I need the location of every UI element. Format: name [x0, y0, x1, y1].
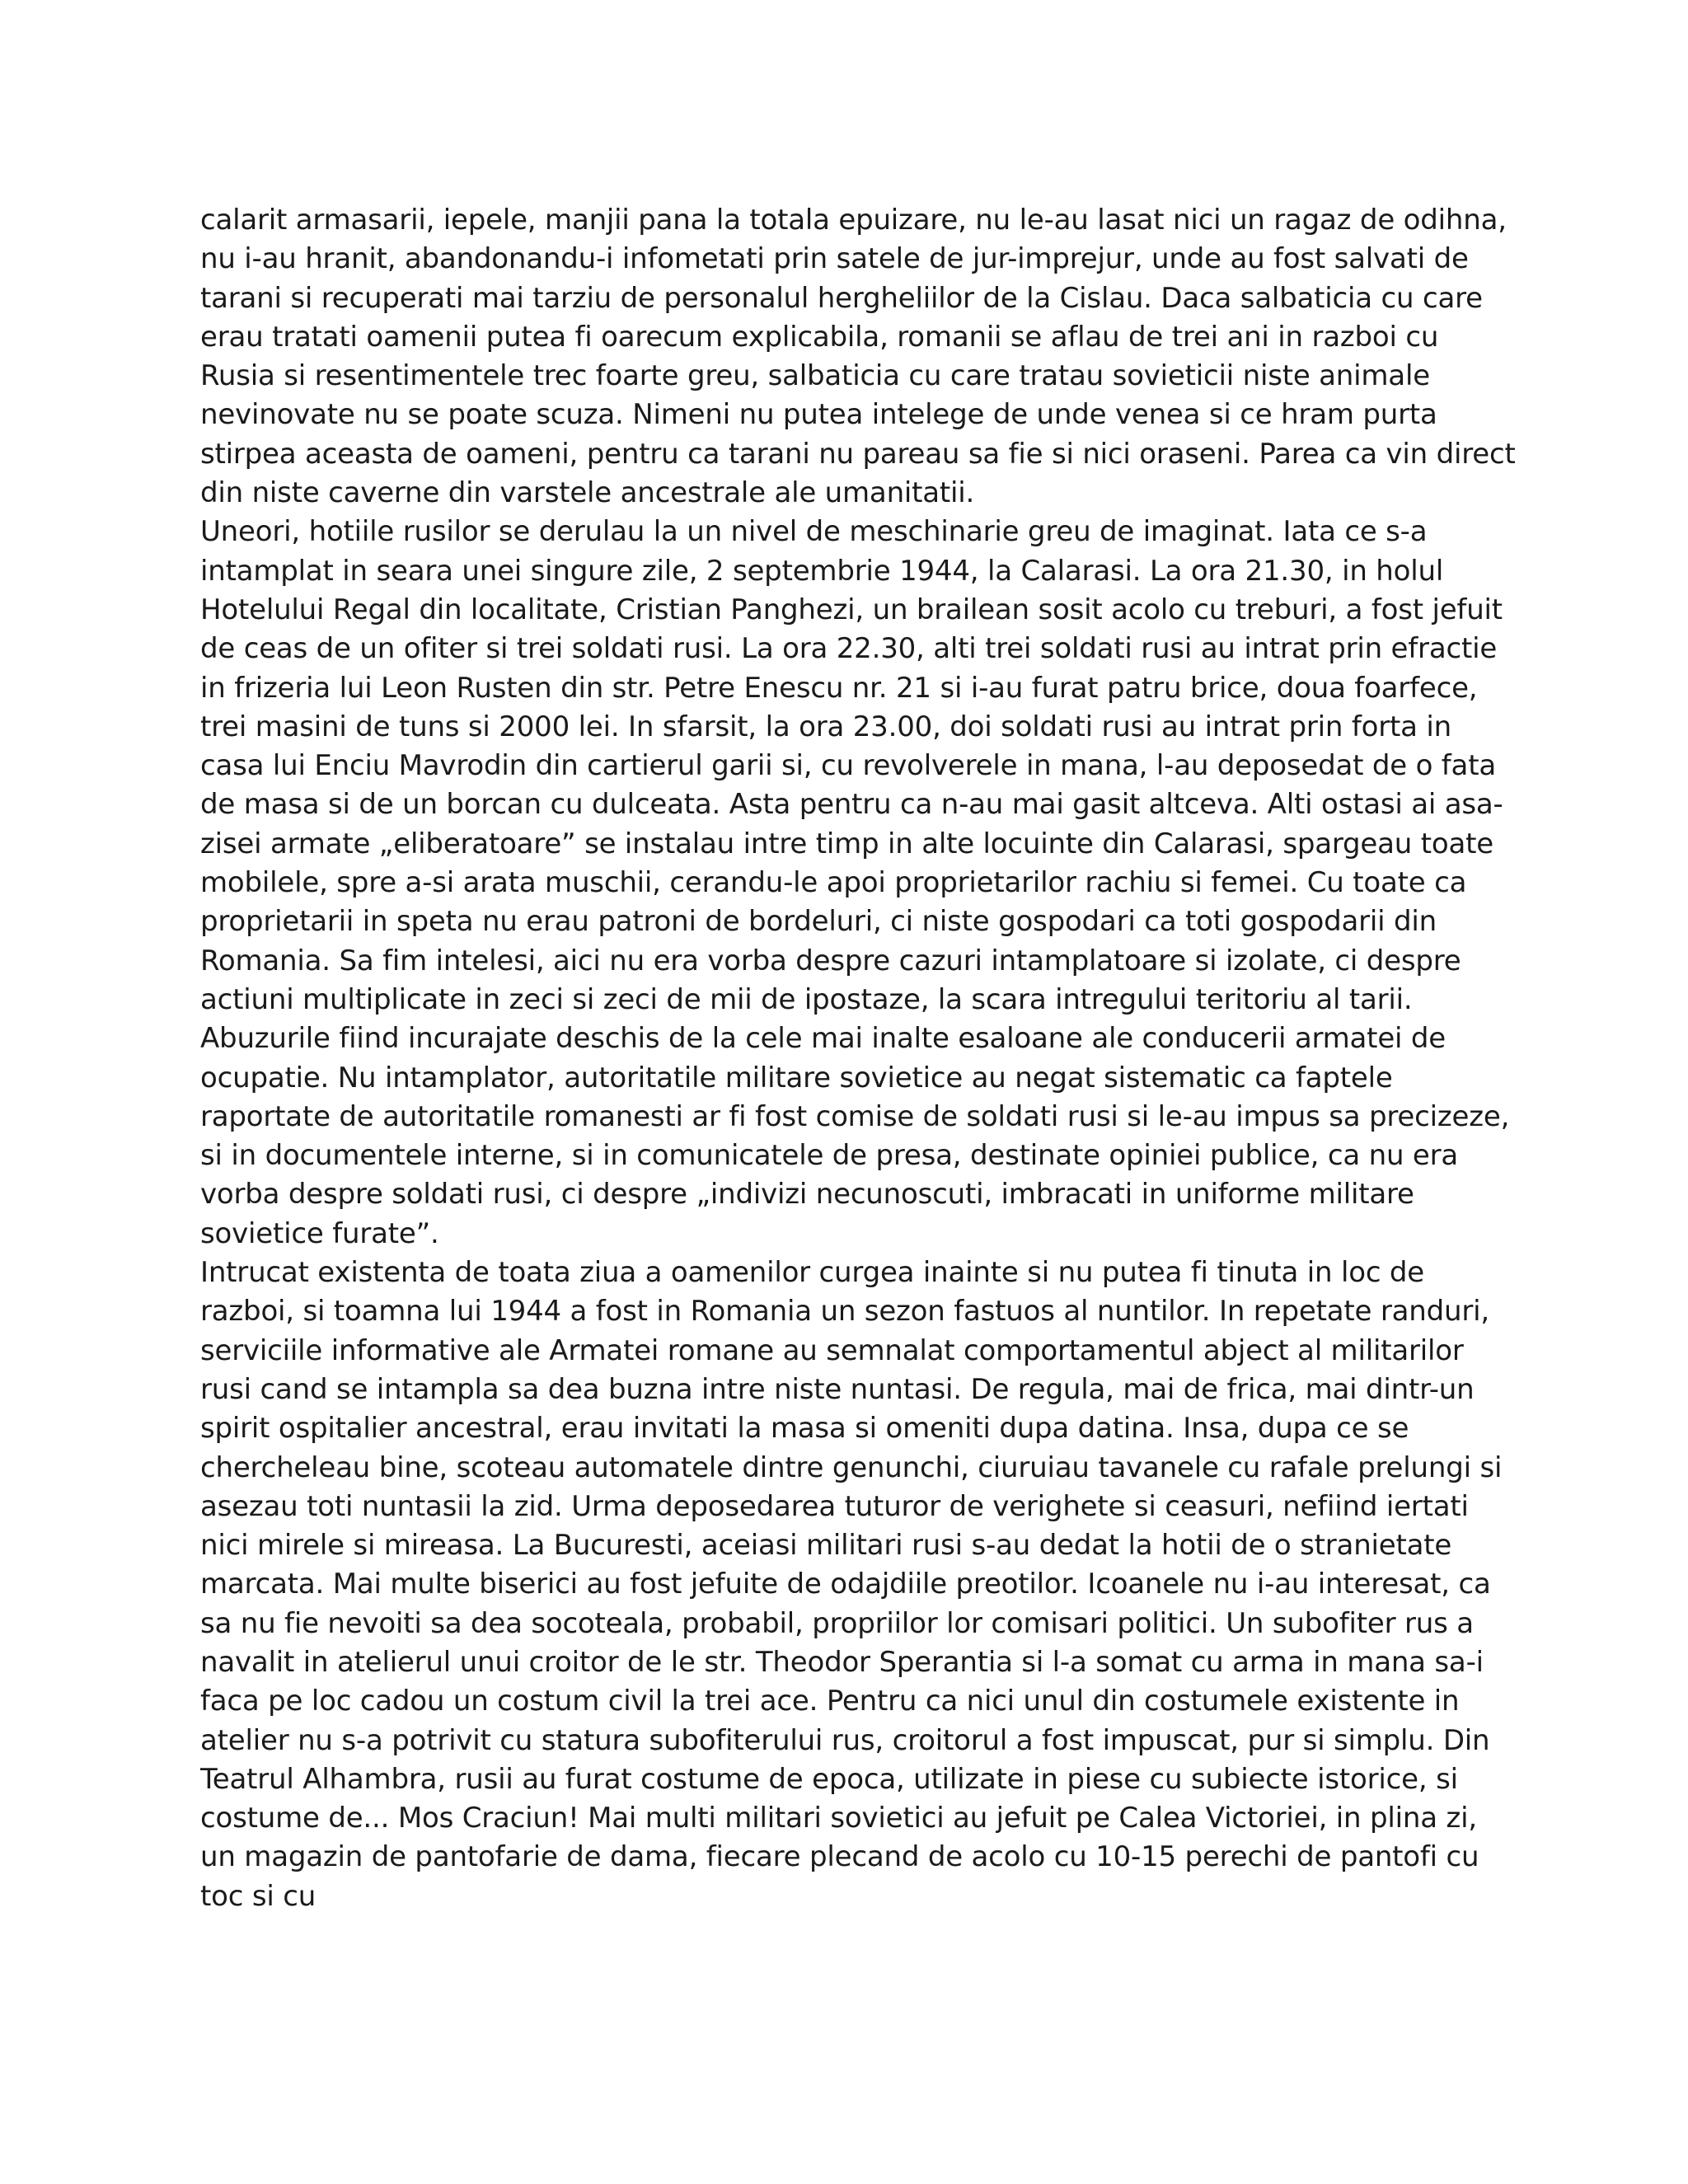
paragraph-3: Intrucat existenta de toata ziua a oamenilor curgea inainte si nu putea fi tinuta in loc de razboi, si toamna lui 1944 a fost in Romania un sezon fastuos al nuntilor. In repetate randuri, serviciile informative ale Armatei romane au semnalat comportamentul abject al militarilor rusi cand se intampla sa dea buzna intre niste nuntasi. De regula, mai de frica, mai dintr-un spirit ospitalier ancestral, erau invitati la masa si omeniti dupa datina. Insa, dupa ce se chercheleau bine, scoteau automatele dintre genunchi, ciuruiau tavanele cu rafale prelungi si asezau toti nuntasii la zid. Urma deposedarea tuturor de verighete si ceasuri, nefiind iertati nici mirele si mireasa. La Bucuresti, aceiasi militari rusi s-au dedat la hotii de o stranietate marcata. Mai multe biserici au fost jefuite de odajdiile preotilor. Icoanele nu i-au interesat, ca sa nu fie nevoiti sa dea socoteala, probabil, propriilor lor comisari politici. Un subofiter rus a navalit in atelierul unui croitor de le str. Theodor Sperantia si l-a somat cu arma in mana sa-i faca pe loc cadou un costum civil la trei ace. Pentru ca nici unul din costumele existente in atelier nu s-a potrivit cu statura subofiterului rus, croitorul a fost impuscat, pur si simplu. Din Teatrul Alhambra, rusii au furat costume de epoca, utilizate in piese cu subiecte istorice, si costume de... Mos Craciun! Mai multi militari sovietici au jefuit pe Calea Victoriei, in plina zi, un magazin de pantofarie de dama, fiecare plecand de acolo cu 10-15 perechi de pantofi cu toc si cu [200, 1256, 1503, 1913]
paragraph-2: Uneori, hotiile rusilor se derulau la un nivel de meschinarie greu de imaginat. Iata ce s-a intamplat in seara unei singure zile, 2 septembrie 1944, la Calarasi. La ora 21.30, in holul Hotelului Regal din localitate, Cristian Panghezi, un brailean sosit acolo cu treburi, a fost jefuit de ceas de un ofiter si trei soldati rusi. La ora 22.30, alti trei soldati rusi au intrat prin efractie in frizeria lui Leon Rusten din str. Petre Enescu nr. 21 si i-au furat patru brice, doua foarfece, trei masini de tuns si 2000 lei. In sfarsit, la ora 23.00, doi soldati rusi au intrat prin forta in casa lui Enciu Mavrodin din cartierul garii si, cu revolverele in mana, l-au deposedat de o fata de masa si de un borcan cu dulceata. Asta pentru ca n-au mai gasit altceva. Alti ostasi ai asa-zisei armate „eliberatoare” se instalau intre timp in alte locuinte din Calarasi, spargeau toate mobilele, spre a-si arata muschii, cerandu-le apoi proprietarilor rachiu si femei. Cu toate ca proprietarii in speta nu erau patroni de bordeluri, ci niste gospodari ca toti gospodarii din Romania. Sa fim intelesi, aici nu era vorba despre cazuri intamplatoare si izolate, ci despre actiuni multiplicate in zeci si zeci de mii de ipostaze, la scara intregului teritoriu al tarii. Abuzurile fiind incurajate deschis de la cele mai inalte esaloane ale conducerii armatei de ocupatie. Nu intamplator, autoritatile militare sovietice au negat sistematic ca faptele raportate de autoritatile romanesti ar fi fost comise de soldati rusi si le-au impus sa precizeze, si in documentele interne, si in comunicatele de presa, destinate opiniei publice, ca nu era vorba despre soldati rusi, ci despre „indivizi necunoscuti, imbracati in uniforme militare sovietice furate”. [200, 515, 1510, 1250]
document-page [200, 201, 1519, 1916]
paragraph-1: calarit armasarii, iepele, manjii pana la totala epuizare, nu le-au lasat nici un ragaz de odihna, nu i-au hranit, abandonandu-i infometati prin satele de jur-imprejur, unde au fost salvati de tarani si recuperati mai tarziu de personalul hergheliilor de la Cislau. Daca salbaticia cu care erau tratati oamenii putea fi oarecum explicabila, romanii se aflau de trei ani in razboi cu Rusia si resentimentele trec foarte greu, salbaticia cu care tratau sovieticii niste animale nevinovate nu se poate scuza. Nimeni nu putea intelege de unde venea si ce hram purta stirpea aceasta de oameni, pentru ca tarani nu pareau sa fie si nici oraseni. Parea ca vin direct din niste caverne din varstele ancestrale ale umanitatii. [200, 204, 1516, 510]
